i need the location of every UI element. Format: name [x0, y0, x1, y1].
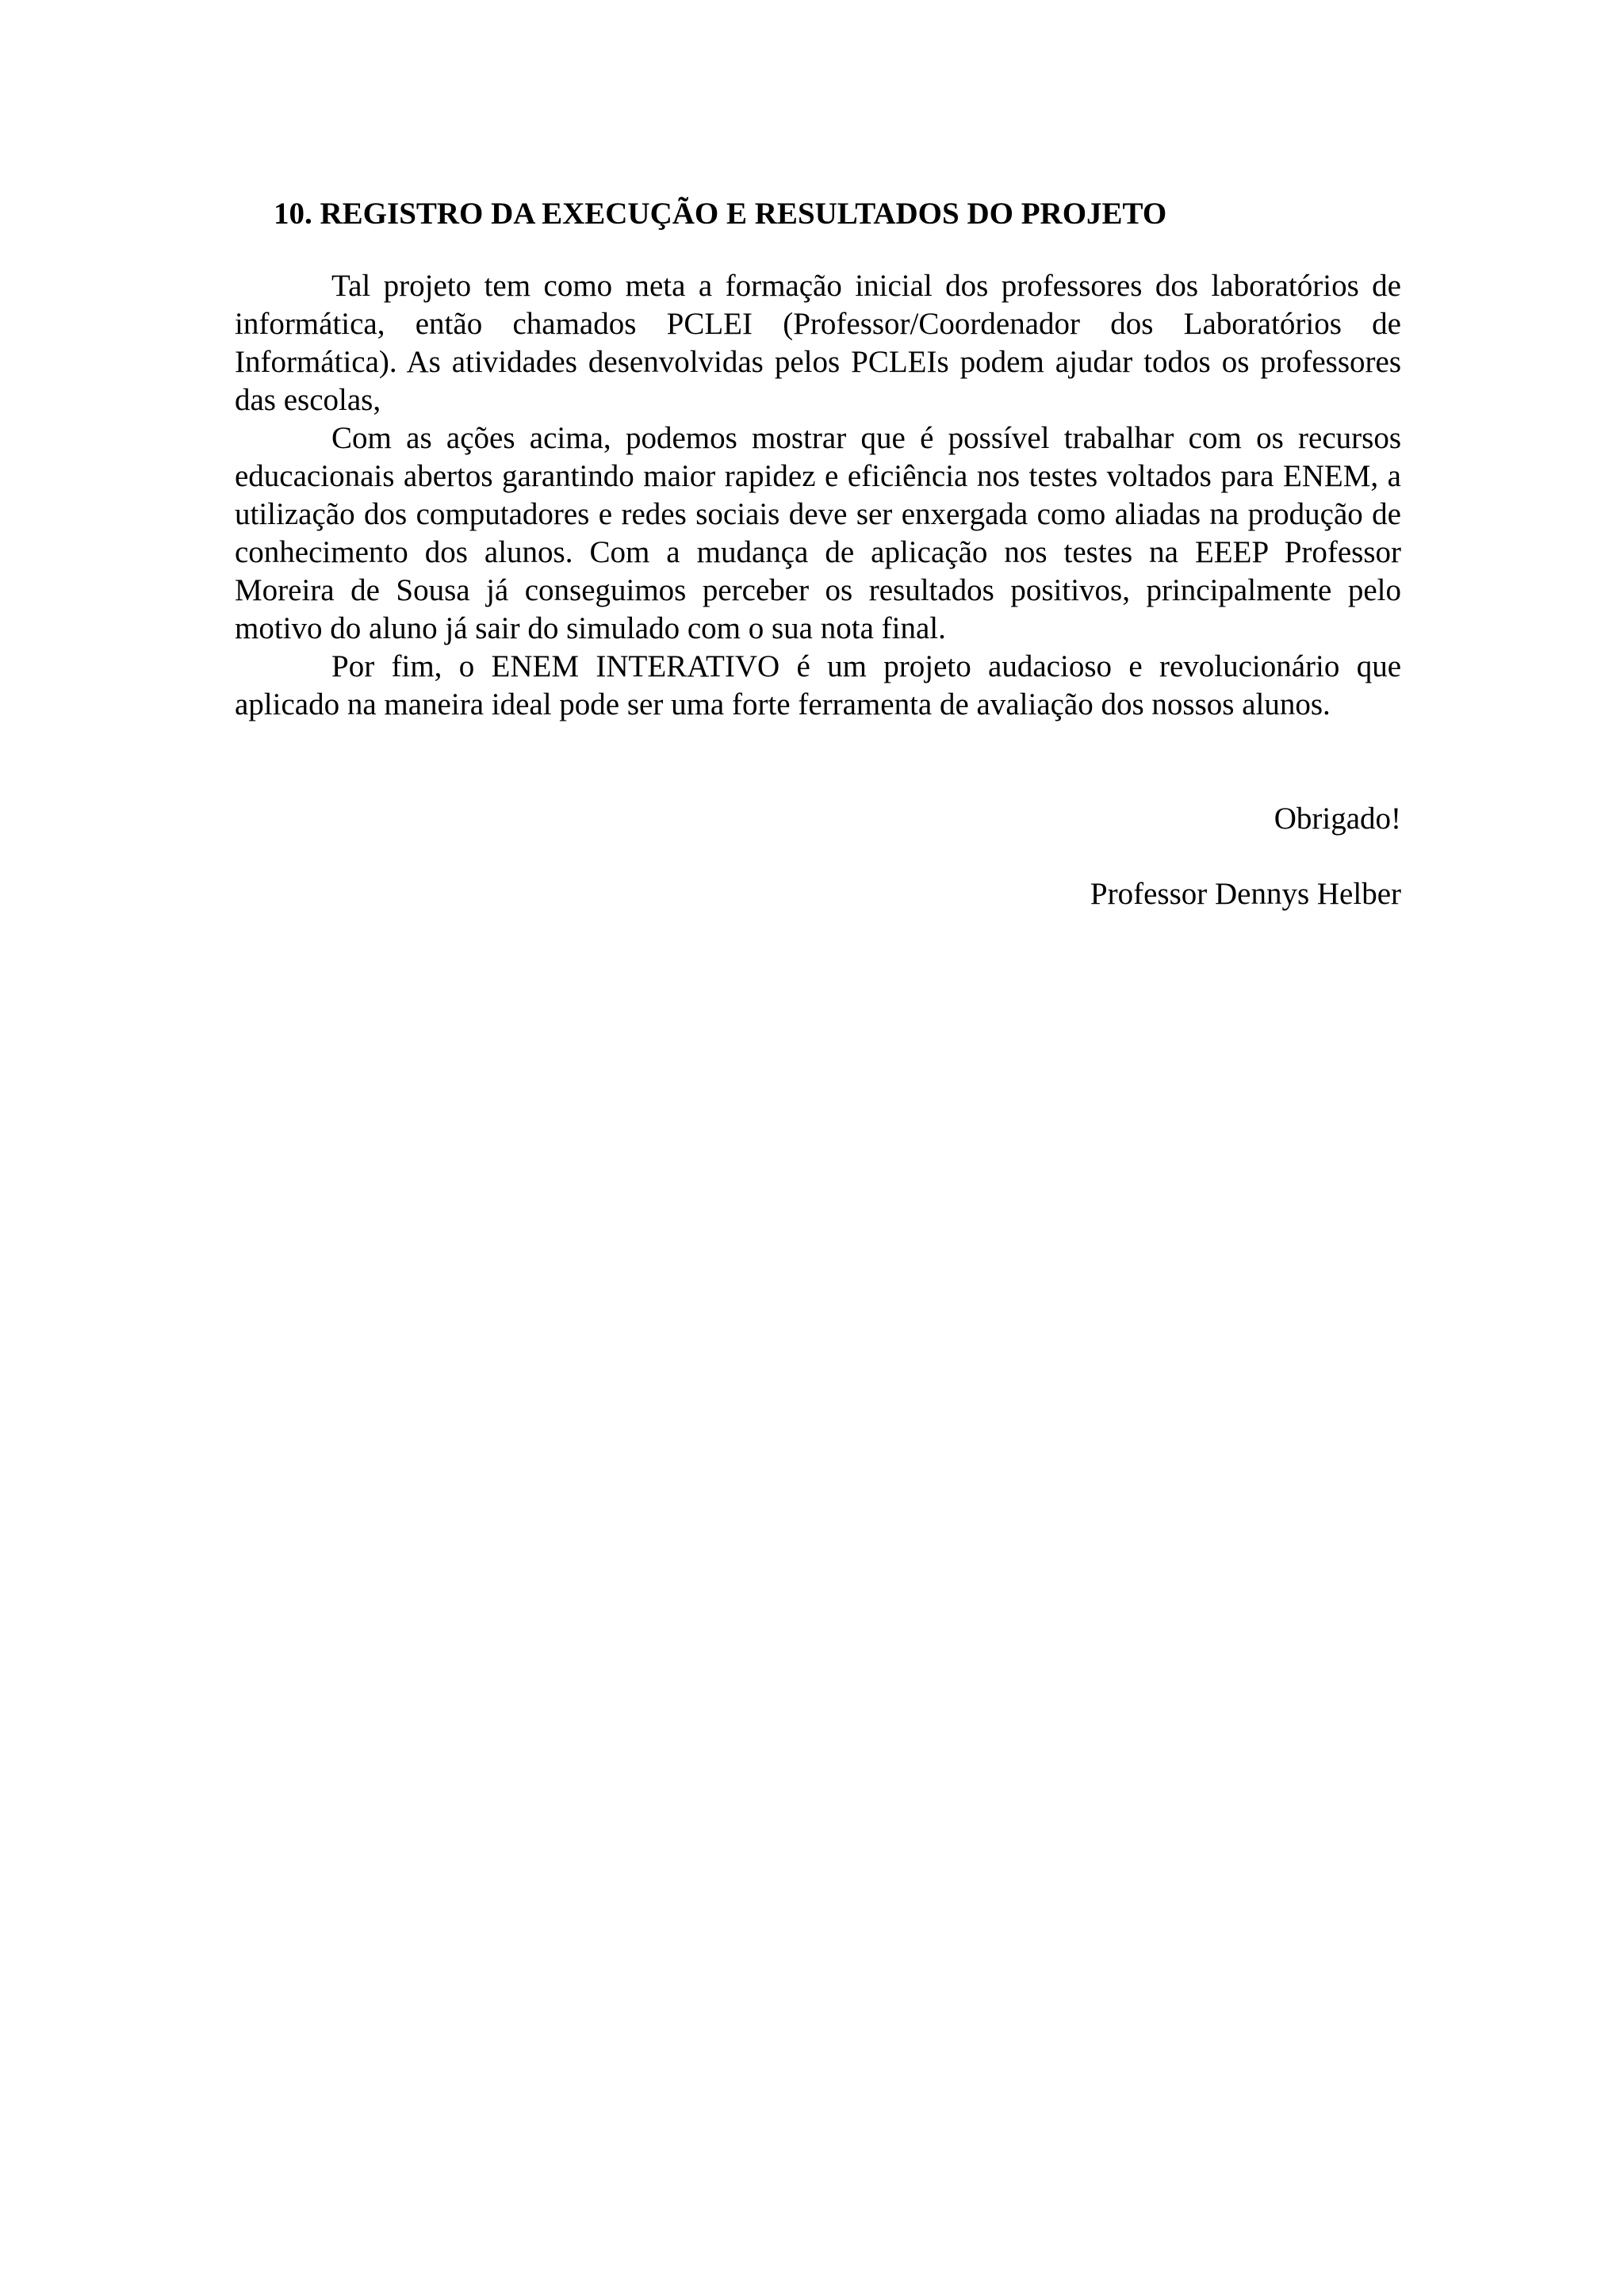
paragraph-conclusion: Por fim, o ENEM INTERATIVO é um projeto audacioso e revolucionário que aplicado na maneira ideal pode ser uma forte ferramenta de avaliação dos nossos alunos. — [235, 649, 1401, 721]
section-heading: 10. REGISTRO DA EXECUÇÃO E RESULTADOS DO PROJETO — [274, 197, 1167, 231]
closing-thanks: Obrigado! — [1274, 802, 1401, 836]
body-text — [235, 267, 1401, 724]
paragraph-actions: Com as ações acima, podemos mostrar que é possível trabalhar com os recursos educacionais abertos garantindo maior rapidez e eficiência nos testes voltados para ENEM, a utilização dos computadores e redes sociais deve ser enxergada como aliadas na produção de conhecimento dos alunos. Com a mudança de aplicação nos testes na EEEP Professor Moreira de Sousa já conseguimos perceber os resultados positivos, principalmente pelo motivo do aluno já sair do simulado com o sua nota final. — [235, 421, 1401, 645]
signature-name: Professor Dennys Helber — [1090, 877, 1401, 911]
paragraph-intro: Tal projeto tem como meta a formação inicial dos professores dos laboratórios de informática, então chamados PCLEI (Professor/Coordenador dos Laboratórios de Informática). As atividades desenvolvidas pelos PCLEIs podem ajudar todos os professores das escolas, — [235, 269, 1401, 417]
